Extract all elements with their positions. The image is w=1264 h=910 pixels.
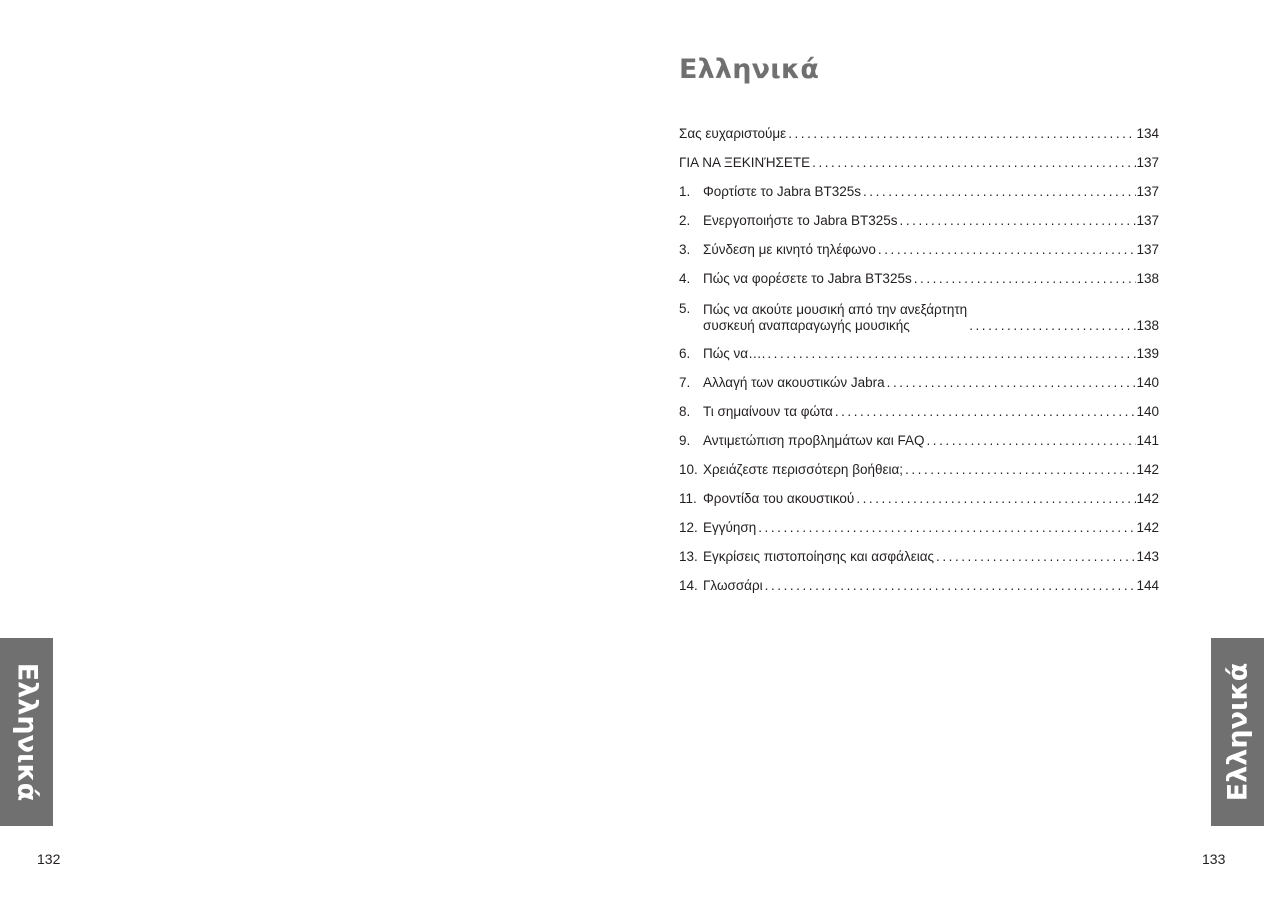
toc-entry-number: 10. <box>679 461 698 477</box>
toc-entry[interactable] <box>679 240 1159 259</box>
toc-entry-page: 144 <box>1136 578 1159 594</box>
toc-entry-page: 134 <box>1136 126 1159 141</box>
toc-entry-text: Αντιμετώπιση προβλημάτων και FAQ <box>703 432 925 448</box>
toc-entry-text: Εγγύηση <box>703 520 757 536</box>
toc-entry-number: 2. <box>679 213 691 229</box>
toc-entry-page: 137 <box>1136 184 1159 200</box>
toc-leader-dots <box>903 460 1136 479</box>
toc-entry-number: 4. <box>679 271 691 287</box>
toc-leader-dots <box>861 182 1136 201</box>
toc-entry-page: 137 <box>1136 213 1159 229</box>
toc-entry[interactable] <box>679 431 1159 450</box>
toc-leader-dots <box>786 124 1136 143</box>
toc-entry[interactable] <box>679 373 1159 392</box>
toc-entry[interactable] <box>679 211 1159 230</box>
toc-entry-page: 142 <box>1136 520 1159 536</box>
toc-entry-number: 3. <box>679 242 691 258</box>
toc-leader-dots <box>967 316 1136 335</box>
toc-entry-text: Ενεργοποιήστε το Jabra BT325s <box>703 213 898 229</box>
toc-entry-number: 11. <box>679 491 697 507</box>
toc-leader-dots <box>810 153 1136 172</box>
toc-entry-number: 5. <box>679 300 691 316</box>
toc-entry-page: 140 <box>1136 374 1159 390</box>
toc-entry-text <box>703 302 967 335</box>
toc-entry[interactable] <box>679 547 1159 566</box>
toc-entry-text: Πώς να…. <box>703 345 766 361</box>
toc-leader-dots <box>912 269 1137 288</box>
toc-leader-dots <box>763 576 1137 595</box>
toc-entry[interactable] <box>679 460 1159 479</box>
toc-entry-text: Σύνδεση με κινητό τηλέφωνο <box>703 242 876 258</box>
toc-entry-page: 143 <box>1136 549 1159 565</box>
toc-entry-number: 7. <box>679 374 691 390</box>
toc-entry[interactable] <box>679 402 1159 421</box>
toc-entry-text: ΓΙΑ ΝΑ ΞΕΚΙΝΉΣΕΤΕ <box>679 155 811 171</box>
toc-entry-text: Φροντίδα του ακουστικού <box>703 491 855 507</box>
toc-entry[interactable] <box>679 153 1159 172</box>
toc-entry-number: 14. <box>679 578 698 594</box>
toc-entry-text: Σας ευχαριστούμε <box>679 126 787 141</box>
toc-entry-text: Εγκρίσεις πιστοποίησης και ασφάλειας <box>703 549 935 565</box>
toc-leader-dots <box>854 489 1136 508</box>
toc-entry-page: 140 <box>1136 403 1159 419</box>
toc-entry-number: 12. <box>679 520 698 536</box>
toc-entry-text: Χρειάζεστε περισσότερη βοήθεια; <box>703 461 904 477</box>
toc-leader-dots <box>885 373 1137 392</box>
right-page <box>632 0 1264 910</box>
toc-leader-dots <box>898 211 1137 230</box>
toc-entry-text: Αλλαγή των ακουστικών Jabra <box>703 374 885 390</box>
toc-entry[interactable] <box>679 576 1159 595</box>
table-of-contents <box>679 124 1159 605</box>
toc-leader-dots <box>924 431 1136 450</box>
toc-entry[interactable] <box>679 269 1159 288</box>
toc-entry-text-line2: συσκευή αναπαραγωγής μουσικής <box>703 317 910 333</box>
toc-entry-page: 142 <box>1136 491 1159 507</box>
right-language-tab <box>1211 638 1264 826</box>
toc-entry-page: 137 <box>1136 242 1159 258</box>
toc-entry-text: Πώς να φορέσετε το Jabra BT325s <box>703 271 912 287</box>
toc-entry-number: 8. <box>679 403 691 419</box>
toc-entry-page: 139 <box>1136 345 1159 361</box>
toc-entry-text: Τι σημαίνουν τα φώτα <box>703 403 833 419</box>
toc-entry-page: 138 <box>1136 317 1159 333</box>
section-title: Ελληνικά <box>679 54 820 85</box>
toc-entry-number: 1. <box>679 184 691 200</box>
toc-entry-number: 9. <box>679 432 691 448</box>
toc-leader-dots <box>765 344 1136 363</box>
toc-entry[interactable] <box>679 299 1159 335</box>
toc-entry[interactable] <box>679 489 1159 508</box>
toc-leader-dots <box>934 547 1136 566</box>
toc-leader-dots <box>876 240 1137 259</box>
toc-entry[interactable] <box>679 518 1159 537</box>
toc-entry[interactable] <box>679 124 1159 143</box>
toc-entry-number: 13. <box>679 549 698 565</box>
right-language-tab-label: Ελληνικά <box>1222 662 1253 802</box>
toc-entry-page: 137 <box>1136 155 1159 171</box>
left-page-number: 132 <box>37 851 61 867</box>
toc-entry-page: 141 <box>1136 432 1159 448</box>
toc-entry[interactable] <box>679 344 1159 363</box>
toc-entry-text: Γλωσσάρι <box>703 578 763 594</box>
toc-entry-page: 138 <box>1136 271 1159 287</box>
toc-entry-number: 6. <box>679 345 691 361</box>
right-page-number: 133 <box>1202 851 1226 867</box>
left-language-tab-label: Ελληνικά <box>11 662 42 802</box>
toc-entry-text: Φορτίστε το Jabra BT325s <box>703 184 861 200</box>
toc-leader-dots <box>756 518 1136 537</box>
toc-entry-page: 142 <box>1136 461 1159 477</box>
toc-entry[interactable] <box>679 182 1159 201</box>
toc-leader-dots <box>833 402 1137 421</box>
toc-entry-text-line1: Πώς να ακούτε μουσική από την ανεξάρτητη <box>703 301 968 317</box>
left-language-tab <box>0 638 53 826</box>
